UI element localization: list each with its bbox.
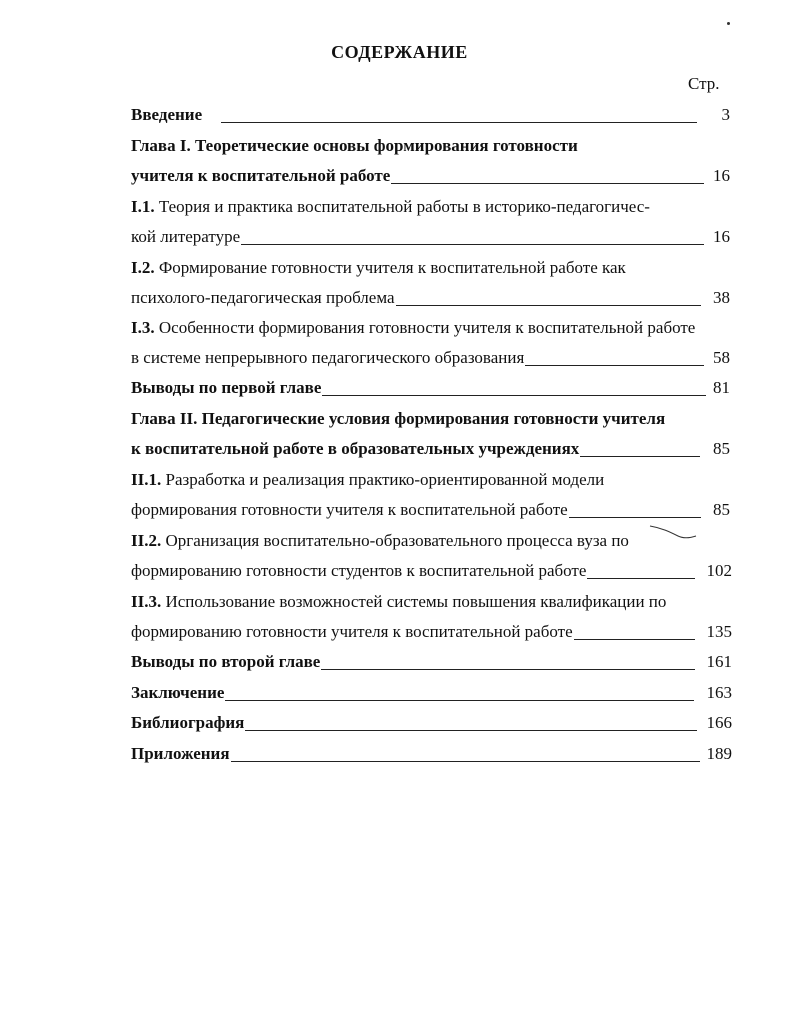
toc-line-text: Глава II. Педагогические условия формирования готовности учителя <box>131 409 666 428</box>
toc-page-number: 16 <box>713 166 730 185</box>
toc-line-text: в системе непрерывного педагогического образования <box>131 348 525 367</box>
toc-line <box>131 529 629 553</box>
toc-leader-line <box>245 730 697 731</box>
toc-line <box>131 620 573 644</box>
toc-leader-line <box>321 669 695 670</box>
toc-line-text: формирования готовности учителя к воспитательной работе <box>131 500 568 519</box>
toc-line-text: Библиография <box>131 713 245 732</box>
toc-line-text: учителя к воспитательной работе <box>131 166 391 185</box>
toc-section-number: II.3. <box>131 592 166 611</box>
toc-line <box>131 437 579 461</box>
toc-page-number: 3 <box>721 105 730 124</box>
toc-section-number: I.1. <box>131 197 159 216</box>
toc-line-text: Выводы по первой главе <box>131 378 322 397</box>
toc-line <box>131 650 320 674</box>
toc-line-text: кой литературе <box>131 227 241 246</box>
toc-section-number: I.3. <box>131 318 159 337</box>
toc-page-number: 163 <box>706 683 732 702</box>
toc-line-text: Разработка и реализация практико-ориентированной модели <box>165 470 605 489</box>
toc-leader-line <box>241 244 704 245</box>
toc-page-number: 58 <box>713 348 730 367</box>
toc-line-text: формированию готовности учителя к воспитательной работе <box>131 622 573 641</box>
toc-line <box>131 376 321 400</box>
toc-page-number: 38 <box>713 288 730 307</box>
toc-line <box>131 681 224 705</box>
toc-line-text: Особенности формирования готовности учителя к воспитательной работе <box>158 318 696 337</box>
scan-speck <box>727 22 730 25</box>
toc-leader-line <box>231 761 700 762</box>
page-title: СОДЕРЖАНИЕ <box>331 42 468 62</box>
toc-page-number: 166 <box>706 713 732 732</box>
toc-section-number: II.2. <box>131 531 166 550</box>
toc-section-number: II.1. <box>131 470 166 489</box>
toc-leader-line <box>322 395 706 396</box>
toc-line <box>131 407 665 431</box>
toc-line <box>131 256 626 280</box>
toc-line-text: Выводы по второй главе <box>131 652 321 671</box>
toc-line-text: Приложения <box>131 744 230 763</box>
toc-line-text: Заключение <box>131 683 225 702</box>
toc-page-number: 85 <box>713 500 730 519</box>
toc-leader-line <box>396 305 701 306</box>
toc-line <box>131 742 230 766</box>
toc-line <box>131 225 240 249</box>
toc-line <box>131 164 390 188</box>
toc-line-text: Теория и практика воспитательной работы в историко-педагогичес- <box>158 197 650 216</box>
toc-line <box>131 103 202 127</box>
toc-line <box>131 134 578 158</box>
toc-line-text: Использование возможностей системы повышения квалификации по <box>165 592 667 611</box>
toc-line <box>131 195 650 219</box>
toc-line <box>131 559 586 583</box>
toc-line-text: формированию готовности студентов к воспитательной работе <box>131 561 587 580</box>
toc-leader-line <box>221 122 697 123</box>
toc-page-number: 161 <box>706 652 732 671</box>
page-column-label: Стр. <box>688 74 720 93</box>
toc-page-number: 189 <box>706 744 732 763</box>
pen-mark <box>648 522 698 544</box>
toc-page-number: 102 <box>706 561 732 580</box>
toc-leader-line <box>225 700 694 701</box>
toc-line <box>131 498 568 522</box>
toc-line-text: к воспитательной работе в образовательных учреждениях <box>131 439 580 458</box>
toc-line-text: Введение <box>131 105 203 124</box>
toc-line <box>131 346 524 370</box>
toc-page-number: 135 <box>706 622 732 641</box>
toc-line-text: психолого-педагогическая проблема <box>131 288 395 307</box>
toc-page-number: 16 <box>713 227 730 246</box>
toc-line <box>131 316 695 340</box>
toc-page-number: 85 <box>713 439 730 458</box>
toc-line <box>131 468 604 492</box>
toc-line-text: Организация воспитательно-образовательного процесса вуза по <box>165 531 629 550</box>
toc-line <box>131 590 666 614</box>
toc-line <box>131 286 395 310</box>
toc-line-text: Глава I. Теоретические основы формирования готовности <box>131 136 578 155</box>
toc-line-text: Формирование готовности учителя к воспитательной работе как <box>158 258 626 277</box>
toc-line <box>131 711 244 735</box>
toc-page-number: 81 <box>713 378 730 397</box>
toc-leader-line <box>391 183 704 184</box>
toc-section-number: I.2. <box>131 258 159 277</box>
